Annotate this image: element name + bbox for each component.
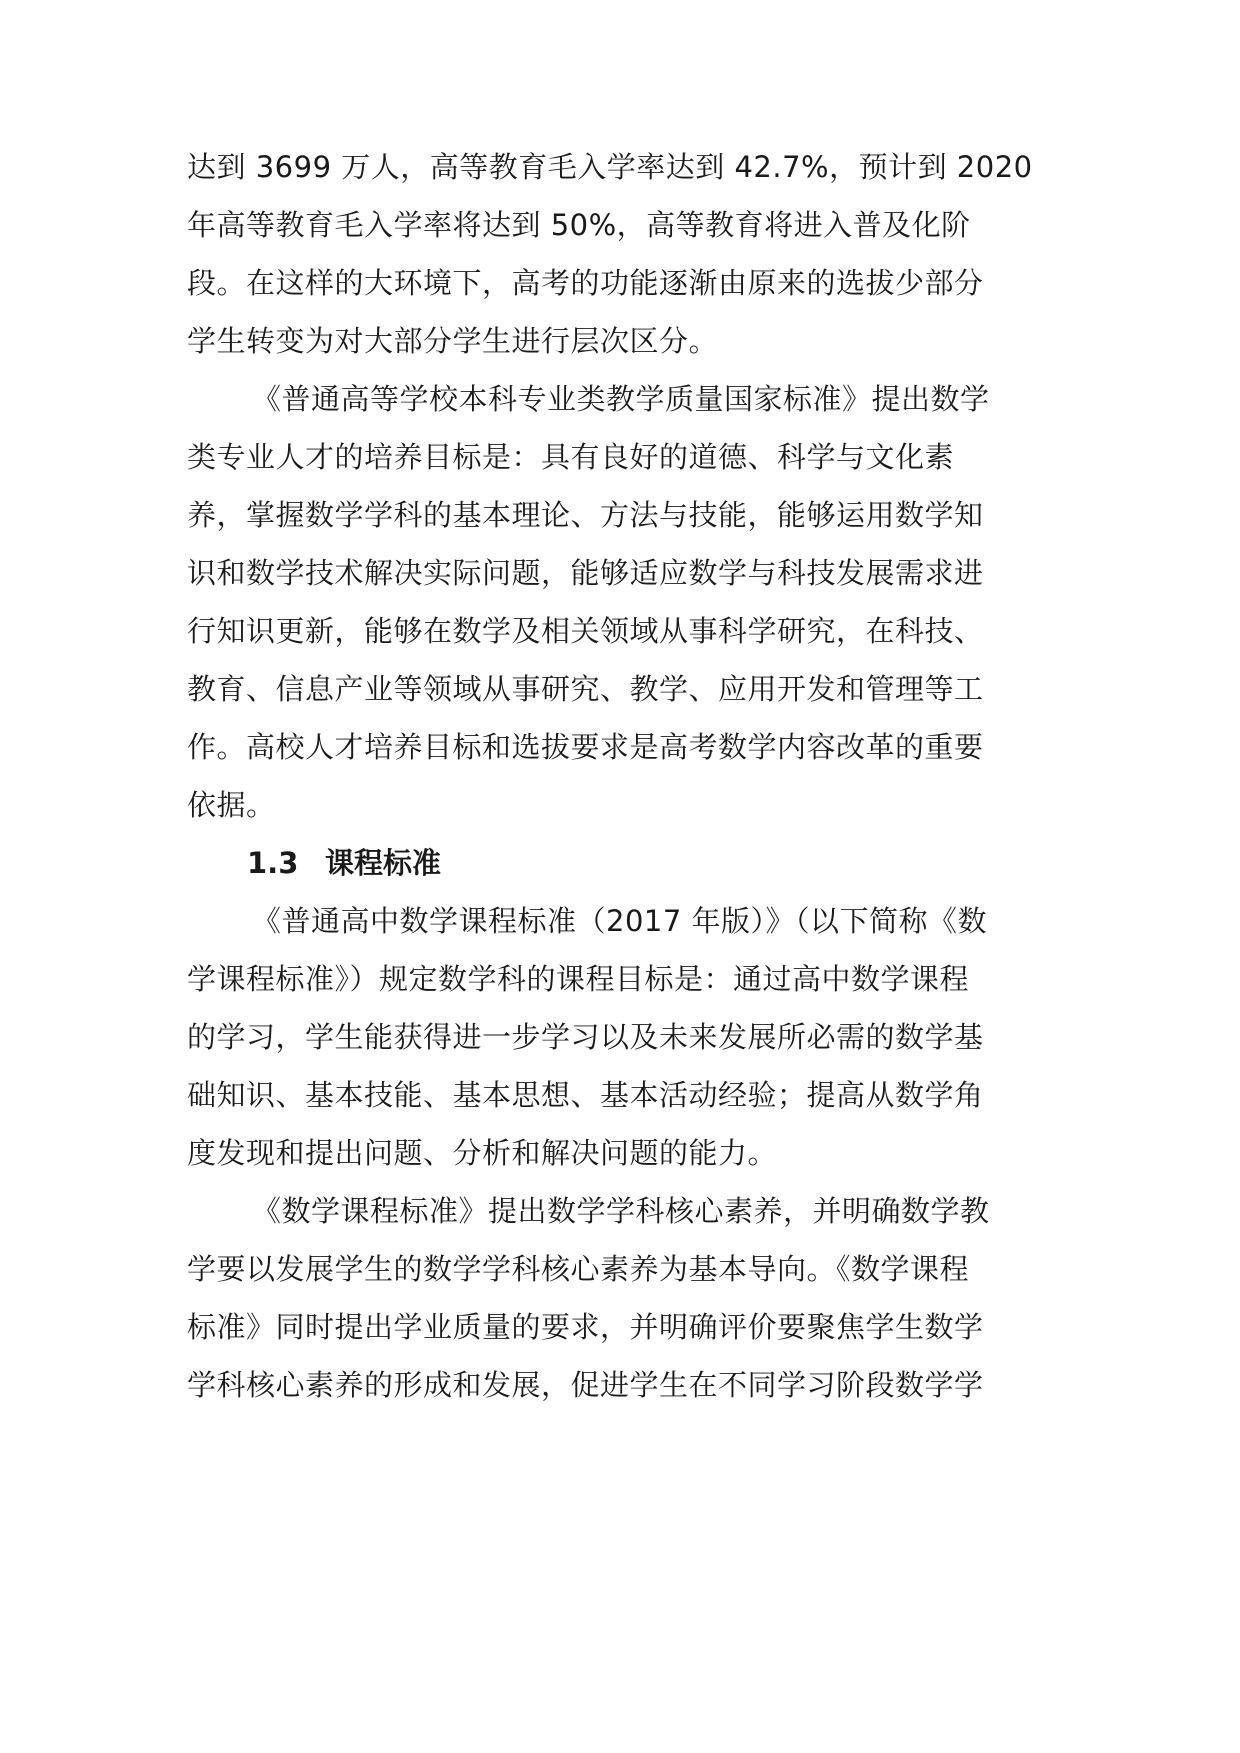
text-line: 《普通高中数学课程标准（2017 年版）》（以下简称《数	[252, 904, 988, 938]
text-line: 的学习，学生能获得进一步学习以及未来发展所必需的数学基	[187, 1020, 984, 1054]
section-title: 课程标准	[325, 846, 442, 880]
text-line: 标准》同时提出学业质量的要求，并明确评价要聚焦学生数学	[187, 1310, 984, 1344]
section-heading	[247, 841, 441, 885]
text-line: 识和数学技术解决实际问题，能够适应数学与科技发展需求进	[187, 556, 984, 590]
text-line: 度发现和提出问题、分析和解决问题的能力。	[187, 1136, 778, 1170]
text-line: 学生转变为对大部分学生进行层次区分。	[187, 324, 719, 358]
text-line: 年高等教育毛入学率将达到 50%，高等教育将进入普及化阶	[187, 208, 971, 242]
text-line: 学课程标准》）规定数学科的课程目标是：通过高中数学课程	[187, 962, 970, 996]
text-line: 《普通高等学校本科专业类教学质量国家标准》提出数学	[252, 382, 990, 416]
text-line: 依据。	[187, 788, 276, 822]
text-line: 础知识、基本技能、基本思想、基本活动经验；提高从数学角	[187, 1078, 984, 1112]
text-line: 达到 3699 万人，高等教育毛入学率达到 42.7%，预计到 2020	[187, 150, 1033, 184]
text-line: 行知识更新，能够在数学及相关领域从事科学研究，在科技、	[187, 614, 984, 648]
text-line: 《数学课程标准》提出数学学科核心素养，并明确数学教	[252, 1194, 990, 1228]
text-line: 教育、信息产业等领域从事研究、教学、应用开发和管理等工	[187, 672, 984, 706]
text-line: 学科核心素养的形成和发展，促进学生在不同学习阶段数学学	[187, 1368, 984, 1402]
text-line: 段。在这样的大环境下，高考的功能逐渐由原来的选拔少部分	[187, 266, 984, 300]
section-number: 1.3	[247, 846, 299, 880]
text-line: 作。高校人才培养目标和选拔要求是高考数学内容改革的重要	[187, 730, 984, 764]
text-line: 类专业人才的培养目标是：具有良好的道德、科学与文化素	[187, 440, 955, 474]
text-line: 学要以发展学生的数学学科核心素养为基本导向。《数学课程	[187, 1252, 970, 1286]
text-line: 养，掌握数学学科的基本理论、方法与技能，能够运用数学知	[187, 498, 984, 532]
